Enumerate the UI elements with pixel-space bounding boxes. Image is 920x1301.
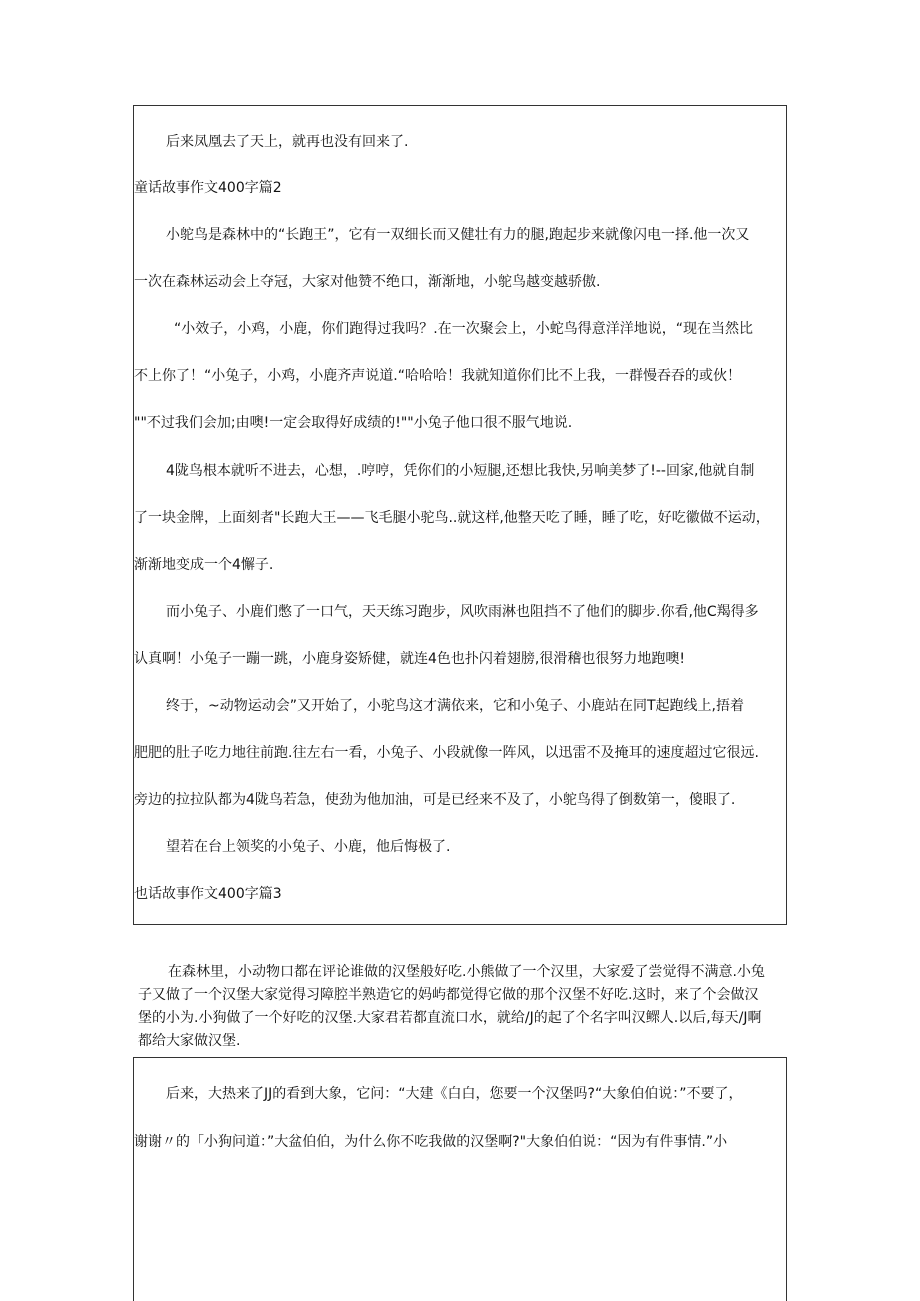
- paragraph-phoenix: 后来凤凰去了天上，就再也没有回来了.: [166, 134, 409, 150]
- paragraph-line: 子又做了一个汉堡大家觉得习障腔半熟造它的妈屿都觉得它做的那个汉堡不好吃.这时，来了个会做汉: [138, 987, 759, 1003]
- paragraph-line: 谢谢〃的「小狗问道：”大盆伯伯，为什么你不吃我做的汉堡啊?"大象伯伯说：“因为有件事情.”小: [134, 1134, 728, 1150]
- paragraph-line: 后来，大热来了JJ的看到大象，它问：“大建《白白，您要一个汉堡吗?“大象伯伯说：”不要了，: [166, 1086, 743, 1102]
- paragraph-regret: 望若在台上领奖的小兔子、小鹿，他后悔极了.: [166, 839, 451, 855]
- paragraph-line: 肥肥的肚子吃力地往前跑.往左右一看，小兔子、小段就像一阵风，以迅雷不及掩耳的速度超过它很远.: [134, 745, 759, 761]
- paragraph-line: 旁边的拉拉队都为4陇鸟若急，使劲为他加油，可是已经来不及了，小鸵鸟得了倒数第一，傻眼了.: [134, 792, 736, 808]
- paragraph-line: “小效子，小鸡，小鹿，你们跑得过我吗？.在一次聚会上，小蛇鸟得意洋洋地说，“现在当然比: [174, 321, 753, 337]
- paragraph-line: 小鸵鸟是森林中的“长跑王”，它有一双细长而又健壮有力的腿,跑起步来就像闪电一择.他一次又: [166, 227, 750, 243]
- paragraph-line: 堡的小为.小狗做了一个好吃的汉堡.大家君若都直流口水，就给/J的起了个名字叫汉鳏人.以后,每天/J啊: [138, 1010, 762, 1026]
- heading-part3: 也话故事作文400字篇3: [134, 886, 282, 902]
- paragraph-line: 都给大家做汉堡.: [138, 1033, 241, 1049]
- paragraph-line: 4陇鸟根本就听不进去，心想，.哼哼，凭你们的小短腿,还想比我快,另响美梦了!--回家,他就自制: [166, 463, 755, 479]
- heading-part2: 童话故事作文400字篇2: [134, 180, 282, 196]
- paragraph-line: 在森林里，小动物口都在评论谁做的汉堡般好吃.小熊做了一个汉里，大家爱了尝觉得不满意.小兔: [168, 964, 765, 980]
- paragraph-line: ""不过我们会加;由噢!一定会取得好成绩的!""小兔子他口很不服气地说.: [134, 415, 573, 431]
- paragraph-line: 了一块金牌，上面刻者"长跑大王——飞毛腿小驼鸟..就这样,他整天吃了睡，睡了吃，好吃徽做不运动，: [134, 510, 770, 526]
- paragraph-line: 认真啊！小兔子一蹦一跳，小鹿身姿矫健，就连4色也扑闪着翅膀,很滑稽也很努力地跑噢!: [134, 651, 685, 667]
- paragraph-line: 一次在森林运动会上夺冠，大家对他赞不绝口，渐渐地，小鸵鸟越变越骄傲.: [134, 274, 601, 290]
- paragraph-line: 渐渐地变成一个4懈子.: [134, 557, 274, 573]
- paragraph-line: 终于，~动物运动会”又开始了，小驼鸟这才满依来，它和小兔子、小鹿站在同T起跑线上,捂着: [166, 698, 744, 714]
- content-box-lower: [133, 1057, 787, 1301]
- paragraph-line: 不上你了！“小兔子，小鸡，小鹿齐声说道.“哈哈哈！我就知道你们比不上我，一群慢吞吞的或伙！: [134, 368, 741, 384]
- paragraph-line: 而小兔子、小鹿们憋了一口气，天天练习跑步，风吹雨淋也阻挡不了他们的脚步.你看,他C羯得多: [166, 604, 759, 620]
- content-box-upper: [133, 105, 787, 925]
